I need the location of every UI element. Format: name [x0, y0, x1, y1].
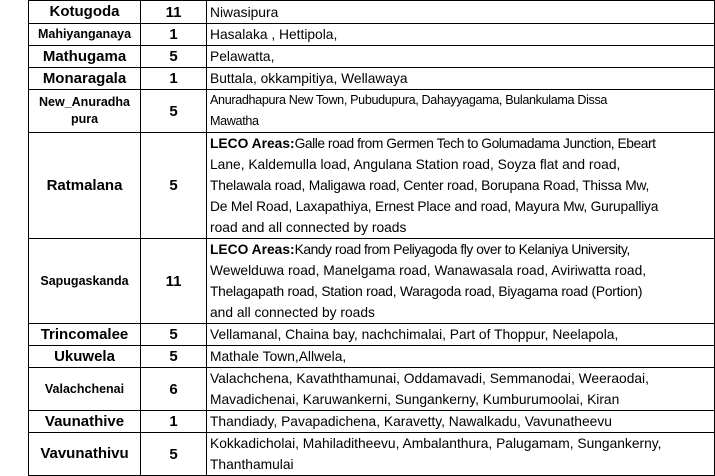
- places-cell: Niwasipura: [207, 1, 715, 24]
- area-name-cell: Vavunathivu: [29, 433, 141, 476]
- places-cell: [207, 433, 715, 476]
- places-line: Kokkadicholai, Mahiladitheevu, Ambalanthura, Palugamam, Sungankerny,: [210, 436, 662, 451]
- area-name-cell: Kotugoda: [29, 1, 141, 24]
- area-name-line: pura: [70, 112, 99, 126]
- area-name-cell: Ukuwela: [29, 346, 141, 368]
- places-line: Lane, Kaldemulla load, Angulana Station road, Soyza flat and road,: [210, 157, 621, 172]
- count-cell: 1: [141, 68, 207, 90]
- area-name-line: New_Anuradha: [39, 95, 130, 109]
- table-row: [29, 324, 715, 346]
- table-row: [29, 68, 715, 90]
- places-line: Thanthamulai: [210, 457, 294, 472]
- count-cell: 5: [141, 433, 207, 476]
- table-row: [29, 368, 715, 411]
- area-name-cell: [29, 90, 141, 133]
- area-name-cell: Monaragala: [29, 68, 141, 90]
- area-name-cell: Ratmalana: [29, 133, 141, 239]
- places-line: [210, 239, 711, 260]
- places-cell: Buttala, okkampitiya, Wellawaya: [207, 68, 715, 90]
- places-cell: [207, 239, 715, 324]
- places-line: Mawatha: [210, 114, 259, 128]
- places-line: Thelagapath road, Station road, Waragoda road, Biyagama road (Portion): [210, 284, 643, 299]
- leco-areas-label: LECO Areas:: [210, 136, 295, 151]
- table-row: [29, 90, 715, 133]
- places-cell: Thandiady, Pavapadichena, Karavetty, Nawalkadu, Vavunatheevu: [207, 411, 715, 433]
- places-line: Wewelduwa road, Manelgama road, Wanawasala road, Aviriwatta road,: [210, 263, 647, 278]
- count-cell: 5: [141, 324, 207, 346]
- area-name-cell: Trincomalee: [29, 324, 141, 346]
- table-row: [29, 239, 715, 324]
- count-cell: 5: [141, 90, 207, 133]
- leco-areas-label: LECO Areas:: [210, 242, 295, 257]
- places-line: and all connected by roads: [210, 305, 375, 320]
- places-line: De Mel Road, Laxapathiya, Ernest Place and road, Mayura Mw, Gurupalliya: [210, 199, 659, 214]
- places-cell: [207, 133, 715, 239]
- count-cell: 1: [141, 411, 207, 433]
- places-text: Kandy road from Peliyagoda fly over to Kelaniya University,: [294, 242, 630, 257]
- places-cell: Mathale Town,Allwela,: [207, 346, 715, 368]
- table-row: [29, 346, 715, 368]
- service-areas-table: [28, 0, 715, 476]
- table-row: [29, 433, 715, 476]
- table-row: [29, 46, 715, 68]
- places-cell: [207, 368, 715, 411]
- count-cell: 5: [141, 346, 207, 368]
- area-name-cell: Valachchenai: [29, 368, 141, 411]
- count-cell: 6: [141, 368, 207, 411]
- table-row: [29, 1, 715, 24]
- area-name-cell: Sapugaskanda: [29, 239, 141, 324]
- places-line: road and all connected by roads: [210, 220, 407, 235]
- places-cell: [207, 90, 715, 133]
- table-row: [29, 24, 715, 46]
- count-cell: 1: [141, 24, 207, 46]
- places-line: [210, 133, 711, 154]
- places-line: Valachchena, Kavaththamunai, Oddamavadi, Semmanodai, Weeraodai,: [210, 371, 649, 386]
- count-cell: 11: [141, 1, 207, 24]
- area-name-cell: Mathugama: [29, 46, 141, 68]
- count-cell: 5: [141, 133, 207, 239]
- places-line: Anuradhapura New Town, Pubudupura, Dahayyagama, Bulankulama Dissa: [210, 93, 608, 107]
- places-cell: Vellamanal, Chaina bay, nachchimalai, Part of Thoppur, Neelapola,: [207, 324, 715, 346]
- count-cell: 5: [141, 46, 207, 68]
- places-line: Thelawala road, Maligawa road, Center road, Borupana Road, Thissa Mw,: [210, 178, 650, 193]
- places-cell: Hasalaka , Hettipola,: [207, 24, 715, 46]
- places-text: Galle road from Germen Tech to Golumadama Junction, Ebeart: [294, 136, 656, 151]
- area-name-cell: Vaunathive: [29, 411, 141, 433]
- count-cell: 11: [141, 239, 207, 324]
- places-cell: Pelawatta,: [207, 46, 715, 68]
- places-line: Mavadichenai, Karuwankerni, Sungankerny, Kumburumoolai, Kiran: [210, 392, 620, 407]
- table-row: [29, 411, 715, 433]
- table-row: [29, 133, 715, 239]
- area-name-cell: Mahiyanganaya: [29, 24, 141, 46]
